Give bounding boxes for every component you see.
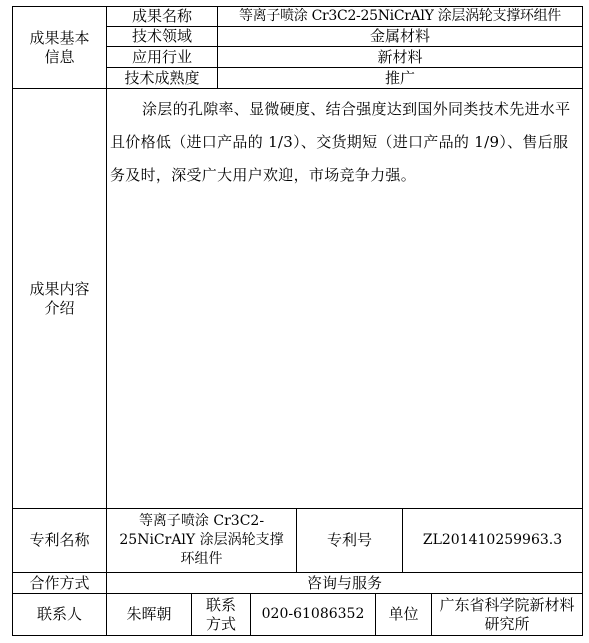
contact-method-label: 联系方式 xyxy=(205,595,236,633)
contact-method-value: 020-61086352 xyxy=(261,606,365,622)
content-text: 涂层的孔隙率、显微硬度、结合强度达到国外同类技术先进水平且价格低（进口产品的 1/3）、交货期短（进口产品的 1/9）、售后服务及时，深受广大用户欢迎，市场竞争力强。 xyxy=(110,100,571,184)
content-label: 成果内容介绍 xyxy=(29,279,90,317)
industry-label: 应用行业 xyxy=(131,47,192,66)
achievement-name-label: 成果名称 xyxy=(131,7,192,25)
patent-number-value: ZL201410259963.3 xyxy=(422,532,563,548)
unit-label: 单位 xyxy=(388,605,419,623)
cooperation-label: 合作方式 xyxy=(29,573,90,592)
maturity-value: 推广 xyxy=(384,68,415,87)
basic-info-label: 成果基本信息 xyxy=(29,28,90,66)
patent-name-label: 专利名称 xyxy=(29,531,90,549)
cooperation-value: 咨询与服务 xyxy=(306,573,382,592)
contact-person-label: 联系人 xyxy=(36,605,82,623)
table-border-right xyxy=(582,6,583,636)
tech-field-label: 技术领域 xyxy=(131,27,192,45)
tech-field-value: 金属材料 xyxy=(369,27,430,45)
contact-person-value: 朱晖朝 xyxy=(126,605,172,623)
table-border-bottom xyxy=(12,635,583,636)
industry-value: 新材料 xyxy=(377,47,423,66)
patent-number-label: 专利号 xyxy=(326,531,372,549)
maturity-label: 技术成熟度 xyxy=(124,68,200,87)
patent-name-value: 等离子喷涂 Cr3C2-25NiCrAlY 涂层涡轮支撑环组件 xyxy=(119,513,284,567)
unit-value: 广东省科学院新材料研究所 xyxy=(439,595,575,633)
achievement-name-value: 等离子喷涂 Cr3C2-25NiCrAlY 涂层涡轮支撑环组件 xyxy=(238,8,562,24)
